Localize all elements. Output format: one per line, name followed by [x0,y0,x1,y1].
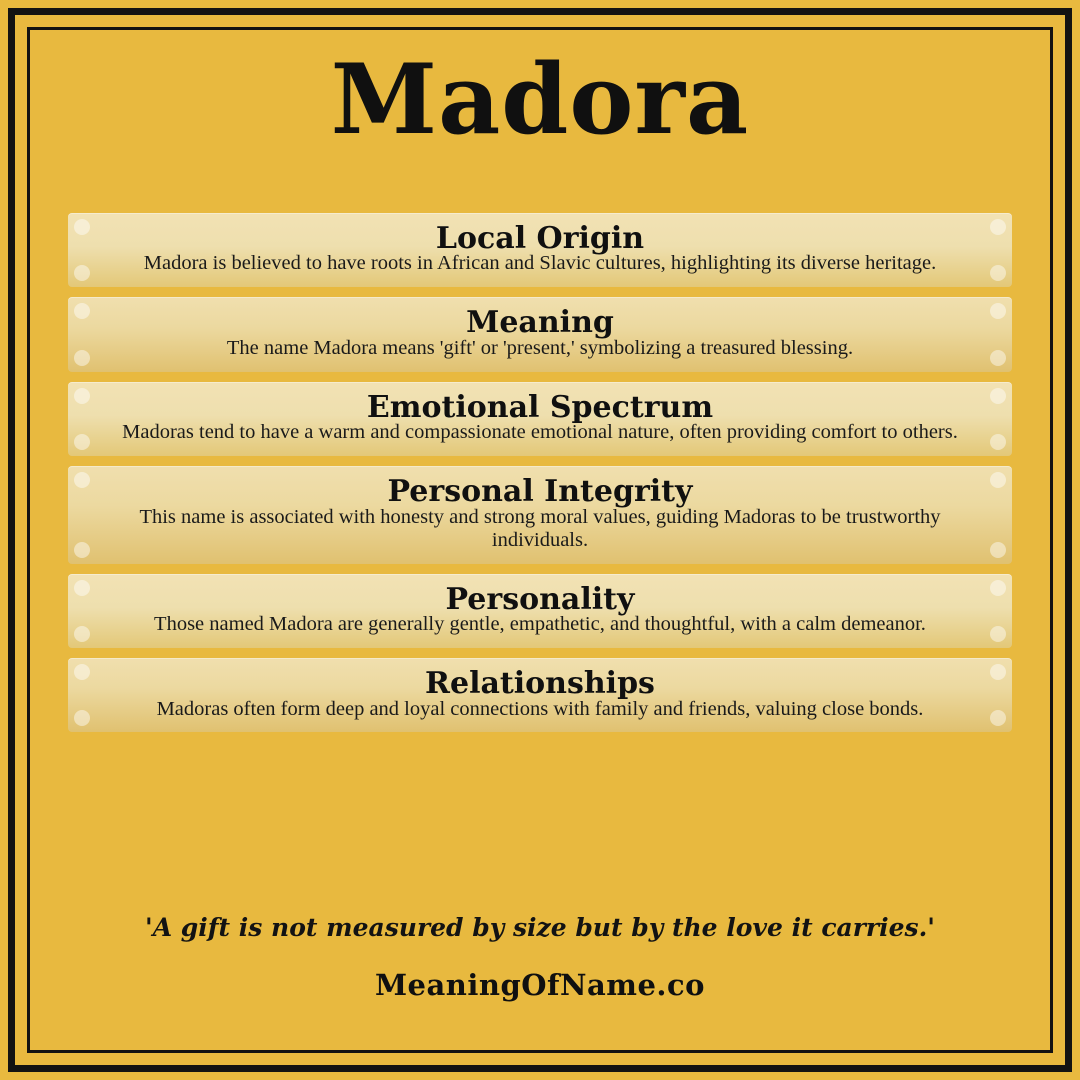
card-nub-icon [74,303,90,319]
card-nub-icon [990,664,1006,680]
card-nub-icon [74,265,90,281]
section-card-meaning [68,297,1012,371]
section-card-emotional-spectrum [68,382,1012,456]
card-nub-icon [990,388,1006,404]
card-nub-icon [990,219,1006,235]
section-heading: Local Origin [435,220,645,256]
section-text: Madora is believed to have roots in African and Slavic cultures, highlighting its diverse heritage. [143,252,937,275]
quote-text: 'A gift is not measured by size but by the love it carries.' [145,913,935,942]
section-card-personality [68,574,1012,648]
card-nub-icon [74,664,90,680]
section-heading: Relationships [425,666,655,702]
section-card-relationships [68,658,1012,732]
card-nub-icon [990,350,1006,366]
section-text: Those named Madora are generally gentle, empathetic, and thoughtful, with a calm demeanor. [154,613,926,636]
section-heading: Meaning [466,305,614,341]
card-nub-icon [990,472,1006,488]
section-text: Madoras tend to have a warm and compassionate emotional nature, often providing comfort to others. [122,421,958,444]
section-text: The name Madora means 'gift' or 'present,' symbolizing a treasured blessing. [226,336,854,359]
card-nub-icon [74,626,90,642]
card-nub-icon [74,388,90,404]
section-heading: Emotional Spectrum [366,389,714,425]
section-list [68,213,1012,733]
card-nub-icon [74,350,90,366]
card-nub-icon [990,265,1006,281]
card-nub-icon [74,434,90,450]
section-heading: Personal Integrity [387,474,693,510]
card-nub-icon [74,710,90,726]
brand-name: MeaningOfName.co [374,968,706,1002]
card-nub-icon [990,626,1006,642]
card-nub-icon [74,219,90,235]
section-text: This name is associated with honesty and strong moral values, guiding Madoras to be trustworthy individuals. [139,505,941,551]
section-card-local-origin [68,213,1012,287]
section-card-personal-integrity [68,466,1012,563]
card-nub-icon [74,580,90,596]
card-nub-icon [990,710,1006,726]
card-nub-icon [990,303,1006,319]
section-text: Madoras often form deep and loyal connections with family and friends, valuing close bonds. [156,697,924,720]
card-nub-icon [990,542,1006,558]
poster-footer [68,913,1012,1030]
card-nub-icon [74,472,90,488]
section-heading: Personality [445,581,635,617]
page-title: Madora [330,43,750,156]
card-nub-icon [74,542,90,558]
card-nub-icon [990,434,1006,450]
card-nub-icon [990,580,1006,596]
poster-content [30,30,1050,1050]
